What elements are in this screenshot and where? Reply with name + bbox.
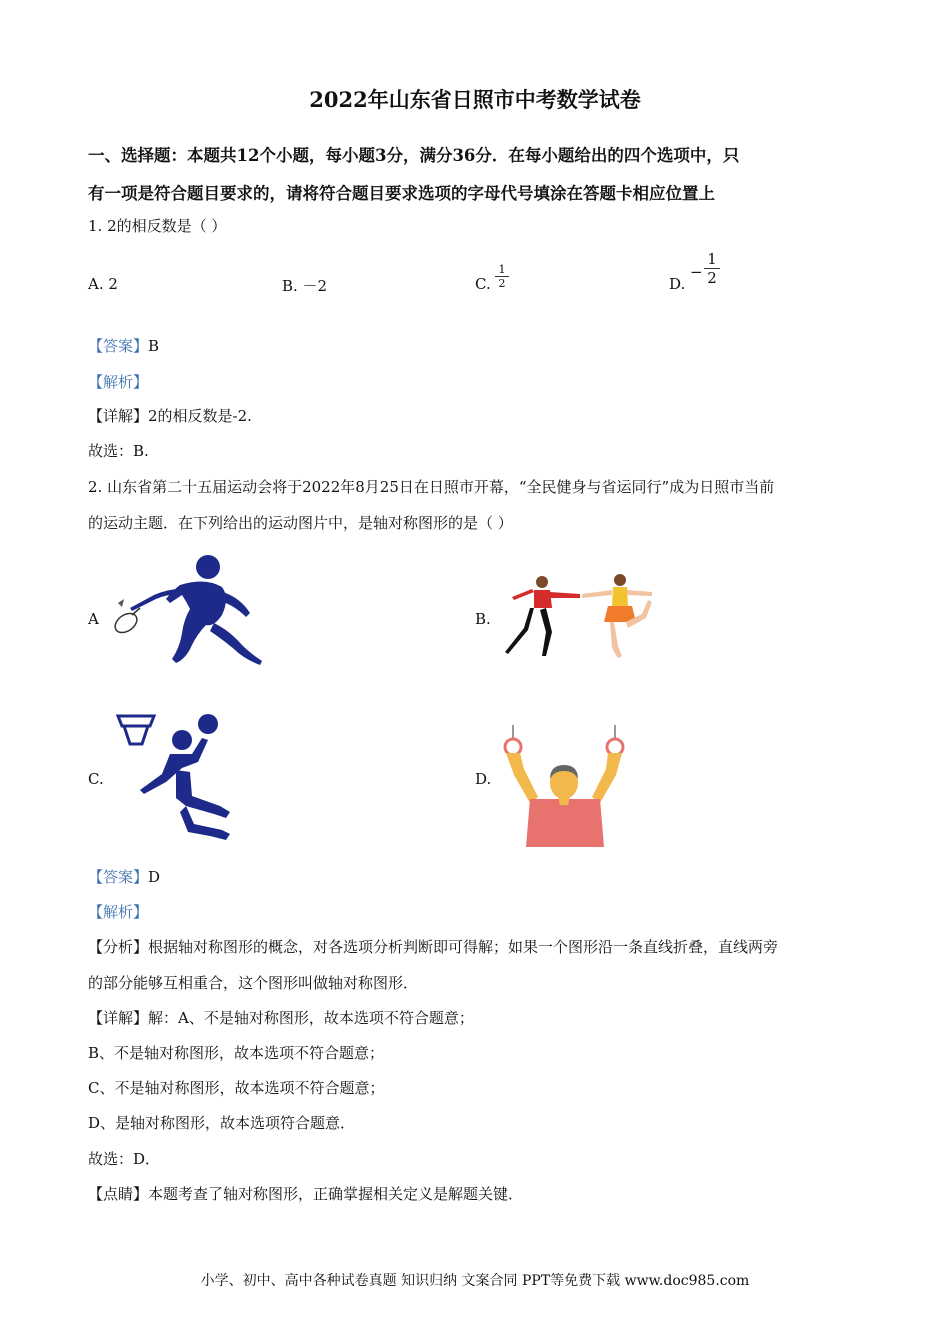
q2-detail-line4: D、是轴对称图形，故本选项符合题意． <box>88 1114 356 1132</box>
q1-option-d-label: D. <box>669 275 686 293</box>
q2-fenxi-line2: 的部分能够互相重合，这个图形叫做轴对称图形． <box>88 974 419 992</box>
q2-choose: 故选：D． <box>88 1150 161 1168</box>
q2-option-c-label: C. <box>88 770 104 788</box>
q2-answer <box>88 866 160 887</box>
q1-option-d-sign: − <box>690 263 703 281</box>
page-title: 2022年山东省日照市中考数学试卷 <box>309 87 641 112</box>
fraction-numerator: 1 <box>704 250 720 269</box>
section-heading-line2: 有一项是符合题目要求的，请将符合题目要求选项的字母代号填涂在答题卡相应位置上 <box>88 184 715 203</box>
q1-option-a: A. 2 <box>88 275 118 293</box>
q1-answer <box>88 335 159 356</box>
answer-value: D <box>148 868 161 886</box>
q2-option-d-label: D. <box>475 770 492 788</box>
q1-analysis-tag: 【解析】 <box>88 373 149 391</box>
q2-option-b-label: B. <box>475 610 491 628</box>
badminton-player-icon <box>110 553 270 668</box>
fraction-numerator: 1 <box>495 264 509 277</box>
q2-stem-line2: 的运动主题．在下列给出的运动图片中，是轴对称图形的是（ ） <box>88 514 513 532</box>
answer-tag: 【答案】 <box>88 868 149 886</box>
answer-tag: 【答案】 <box>88 337 149 355</box>
dianjing-text: 本题考查了轴对称图形，正确掌握相关定义是解题关键． <box>148 1185 524 1203</box>
q2-detail-line3: C、不是轴对称图形，故本选项不符合题意； <box>88 1079 385 1097</box>
fenxi-tag: 【分析】 <box>88 938 149 956</box>
q2-fenxi-line1 <box>88 936 778 957</box>
q1-option-c-fraction <box>495 264 509 290</box>
q2-option-a-label: A <box>88 610 99 628</box>
detail-text: 解：A、不是轴对称图形，故本选项不符合题意； <box>148 1009 474 1027</box>
answer-value: B <box>148 337 160 355</box>
q1-stem: 1. 2的相反数是（ ） <box>88 217 227 235</box>
q2-dianjing <box>88 1183 523 1204</box>
gymnast-rings-icon <box>500 725 630 847</box>
basketball-player-icon <box>110 712 250 842</box>
q1-choose: 故选：B. <box>88 442 149 460</box>
page-footer: 小学、初中、高中各种试卷真题 知识归纳 文案合同 PPT等免费下载 www.doc985.com <box>200 1273 750 1289</box>
q2-detail-line2: B、不是轴对称图形，故本选项不符合题意； <box>88 1044 385 1062</box>
q1-option-d-fraction <box>704 250 720 287</box>
dianjing-tag: 【点睛】 <box>88 1185 149 1203</box>
figure-skaters-icon <box>500 570 660 665</box>
detail-text: 2的相反数是-2. <box>148 407 252 425</box>
q1-detail <box>88 405 252 426</box>
q2-analysis-tag: 【解析】 <box>88 903 149 921</box>
fenxi-text: 根据轴对称图形的概念，对各选项分析判断即可得解；如果一个图形沿一条直线折叠，直线两旁 <box>148 938 779 956</box>
detail-tag: 【详解】 <box>88 1009 149 1027</box>
fraction-denominator: 2 <box>498 277 506 290</box>
q1-option-b: B. －2 <box>282 277 328 295</box>
q1-option-c-label: C. <box>475 275 491 293</box>
detail-tag: 【详解】 <box>88 407 149 425</box>
q2-stem-line1: 2. 山东省第二十五届运动会将于2022年8月25日在日照市开幕，“全民健身与省运同行”成为日照市当前 <box>88 478 775 496</box>
section-heading-line1: 一、选择题：本题共12个小题，每小题3分，满分36分．在每小题给出的四个选项中，只 <box>88 146 740 165</box>
q2-detail-line1 <box>88 1007 474 1028</box>
fraction-denominator: 2 <box>707 269 717 287</box>
